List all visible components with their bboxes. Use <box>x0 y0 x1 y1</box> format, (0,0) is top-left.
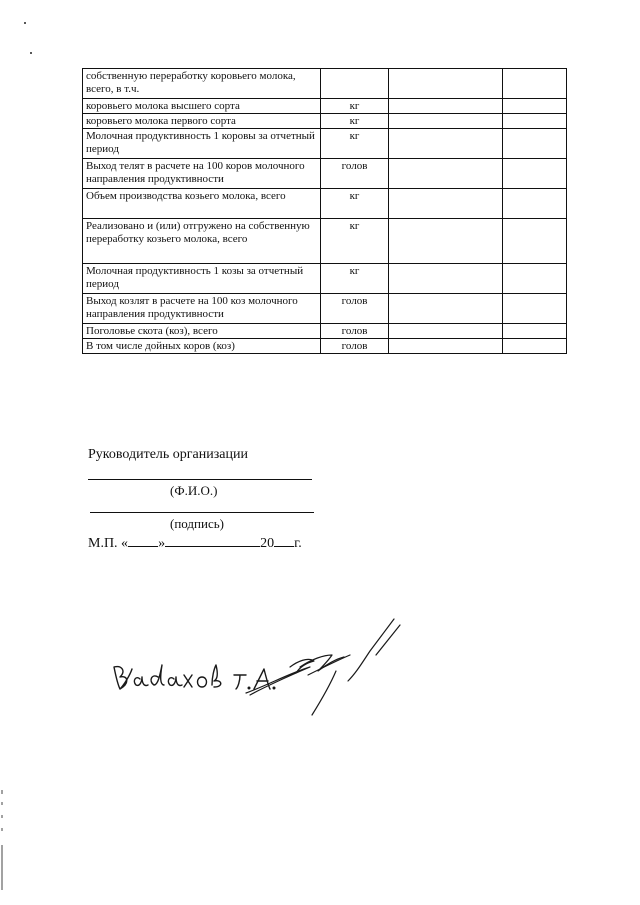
value-cell <box>389 159 503 189</box>
value-cell <box>389 264 503 294</box>
row-label: коровьего молока высшего сорта <box>83 99 321 114</box>
table-row <box>83 99 567 114</box>
table-row <box>83 114 567 129</box>
value-cell <box>389 219 503 264</box>
table-row <box>83 159 567 189</box>
stamp-quote: » <box>158 536 166 551</box>
value-cell <box>503 339 567 354</box>
scan-speck <box>24 22 26 24</box>
year-suffix: г. <box>294 536 302 551</box>
value-cell <box>503 294 567 324</box>
value-cell <box>503 219 567 264</box>
value-cell <box>503 264 567 294</box>
row-label: коровьего молока первого сорта <box>83 114 321 129</box>
row-unit: кг <box>321 219 389 264</box>
row-label: Молочная продуктивность 1 коровы за отчетный период <box>83 129 321 159</box>
signature-line <box>90 512 314 513</box>
row-unit: кг <box>321 129 389 159</box>
value-cell <box>389 114 503 129</box>
value-cell <box>389 99 503 114</box>
value-cell <box>503 159 567 189</box>
row-label: Выход телят в расчете на 100 коров молочного направления продуктивности <box>83 159 321 189</box>
row-label: В том числе дойных коров (коз) <box>83 339 321 354</box>
milk-production-table <box>82 68 567 354</box>
row-unit: кг <box>321 114 389 129</box>
value-cell <box>503 189 567 219</box>
value-cell <box>503 114 567 129</box>
row-unit: голов <box>321 159 389 189</box>
month-blank <box>165 534 260 547</box>
row-unit: кг <box>321 264 389 294</box>
value-cell <box>503 324 567 339</box>
row-unit: кг <box>321 99 389 114</box>
table-row <box>83 189 567 219</box>
scan-speck <box>30 52 32 54</box>
row-label: Поголовье скота (коз), всего <box>83 324 321 339</box>
table-row <box>83 324 567 339</box>
row-unit: голов <box>321 324 389 339</box>
row-label: Реализовано и (или) отгружено на собственную переработку козьего молока, всего <box>83 219 321 264</box>
value-cell <box>389 129 503 159</box>
fio-caption: (Ф.И.О.) <box>170 483 218 498</box>
value-cell <box>503 69 567 99</box>
year-prefix: 20 <box>260 536 275 551</box>
value-cell <box>389 189 503 219</box>
fio-line <box>88 479 312 480</box>
value-cell <box>389 339 503 354</box>
row-label: Молочная продуктивность 1 козы за отчетный период <box>83 264 321 294</box>
value-cell <box>503 99 567 114</box>
value-cell <box>389 69 503 99</box>
table-row <box>83 339 567 354</box>
row-unit: кг <box>321 189 389 219</box>
row-label: Выход козлят в расчете на 100 коз молочного направления продуктивности <box>83 294 321 324</box>
table-row <box>83 69 567 99</box>
row-unit: голов <box>321 294 389 324</box>
table-row <box>83 129 567 159</box>
day-blank <box>128 534 158 547</box>
value-cell <box>503 129 567 159</box>
stamp-date-line <box>88 534 302 552</box>
signature-caption: (подпись) <box>170 516 224 531</box>
row-unit: голов <box>321 339 389 354</box>
table-row <box>83 264 567 294</box>
row-label: Объем производства козьего молока, всего <box>83 189 321 219</box>
stamp-prefix: М.П. « <box>88 536 129 551</box>
year-blank <box>274 534 294 547</box>
scan-edge-marks <box>0 790 6 905</box>
value-cell <box>389 294 503 324</box>
table-row <box>83 294 567 324</box>
head-of-organization-label: Руководитель организации <box>88 447 248 462</box>
table-row <box>83 219 567 264</box>
row-label: собственную переработку коровьего молока, всего, в т.ч. <box>83 69 321 99</box>
handwritten-signature <box>100 615 420 725</box>
row-unit <box>321 69 389 99</box>
value-cell <box>389 324 503 339</box>
